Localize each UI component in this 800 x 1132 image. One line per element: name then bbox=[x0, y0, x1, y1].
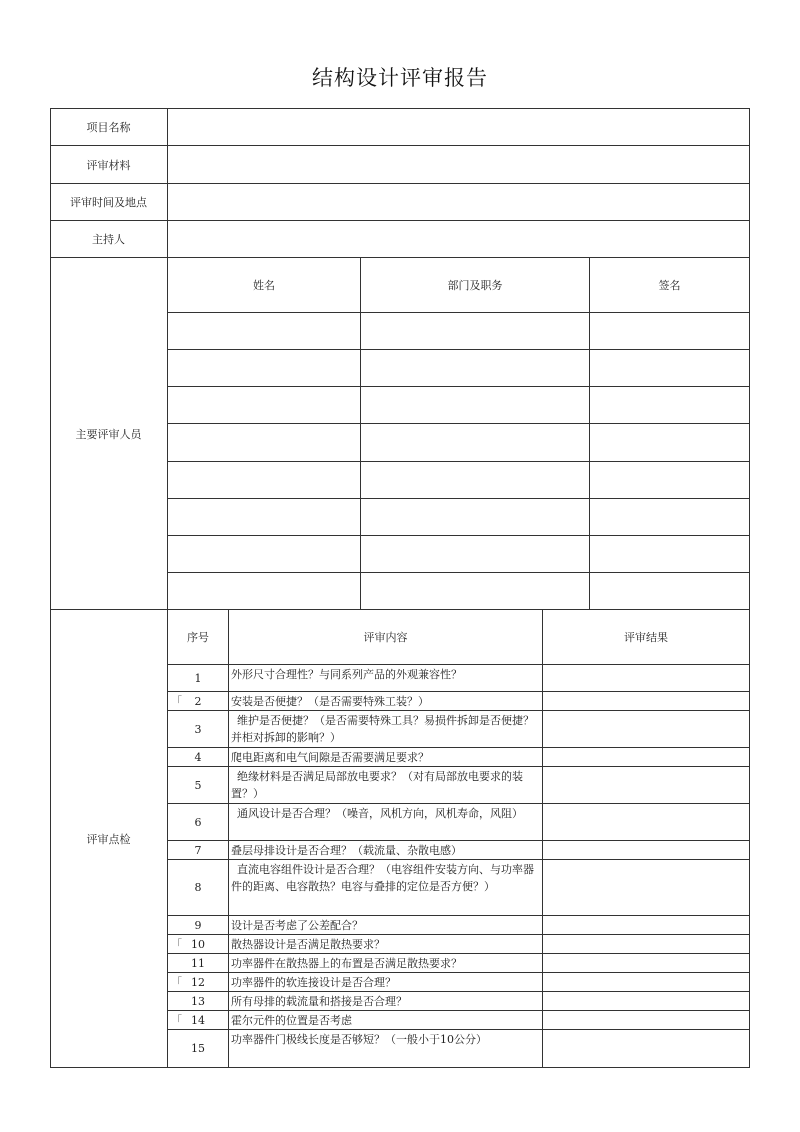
check-item-content: 叠层母排设计是否合理？（载流量、杂散电感） bbox=[229, 841, 543, 860]
check-item-result-cell[interactable] bbox=[543, 1011, 750, 1030]
check-item-content: 功率器件在散热器上的布置是否满足散热要求？ bbox=[229, 954, 543, 973]
reviewers-header-dept: 部门及职务 bbox=[361, 258, 590, 313]
reviewer-sign-cell[interactable] bbox=[590, 350, 750, 387]
check-item-result-cell[interactable] bbox=[543, 992, 750, 1011]
info-value-field[interactable] bbox=[168, 108, 750, 146]
reviewer-name-cell[interactable] bbox=[168, 536, 361, 573]
check-item-content: 霍尔元件的位置是否考虑 bbox=[229, 1011, 543, 1030]
reviewer-name-cell[interactable] bbox=[168, 313, 361, 350]
info-label: 评审材料 bbox=[50, 146, 168, 184]
checks-header-content: 评审内容 bbox=[229, 610, 543, 665]
info-value-field[interactable] bbox=[168, 184, 750, 221]
check-item-number: 11 bbox=[168, 954, 229, 973]
info-label: 项目名称 bbox=[50, 108, 168, 146]
check-item-content: 散热器设计是否满足散热要求？ bbox=[229, 935, 543, 954]
checks-header-seq: 序号 bbox=[168, 610, 229, 665]
check-item-number: 5 bbox=[168, 767, 229, 804]
check-item-result-cell[interactable] bbox=[543, 954, 750, 973]
check-item-number: 4 bbox=[168, 748, 229, 767]
bracket-mark: 「 bbox=[171, 695, 182, 708]
check-item-result-cell[interactable] bbox=[543, 916, 750, 935]
reviewer-sign-cell[interactable] bbox=[590, 462, 750, 499]
check-item-content: 直流电容组件设计是否合理？（电容组件安装方向、与功率器件的距离、电容散热？电容与叠排的定位是否方便？） bbox=[229, 860, 543, 916]
check-item-result-cell[interactable] bbox=[543, 1030, 750, 1068]
check-item-content: 功率器件的软连接设计是否合理？ bbox=[229, 973, 543, 992]
check-item-content: 外形尺寸合理性？与同系列产品的外观兼容性？ bbox=[229, 665, 543, 692]
reviewers-section-label: 主要评审人员 bbox=[50, 258, 168, 610]
reviewer-dept-cell[interactable] bbox=[361, 424, 590, 462]
check-item-content: 维护是否便捷？（是否需要特殊工具？易损件拆卸是否便捷？并柜对拆卸的影响？） bbox=[229, 711, 543, 748]
reviewers-header-sign: 签名 bbox=[590, 258, 750, 313]
check-item-number: 10 「 bbox=[168, 935, 229, 954]
reviewer-dept-cell[interactable] bbox=[361, 313, 590, 350]
check-item-number: 6 bbox=[168, 804, 229, 841]
check-item-result-cell[interactable] bbox=[543, 804, 750, 841]
checks-header-result: 评审结果 bbox=[543, 610, 750, 665]
check-item-result-cell[interactable] bbox=[543, 935, 750, 954]
check-item-number: 7 bbox=[168, 841, 229, 860]
reviewer-sign-cell[interactable] bbox=[590, 573, 750, 610]
check-item-result-cell[interactable] bbox=[543, 748, 750, 767]
reviewer-sign-cell[interactable] bbox=[590, 424, 750, 462]
check-item-number: 9 bbox=[168, 916, 229, 935]
info-value-field[interactable] bbox=[168, 221, 750, 258]
reviewer-dept-cell[interactable] bbox=[361, 573, 590, 610]
info-label: 主持人 bbox=[50, 221, 168, 258]
reviewer-dept-cell[interactable] bbox=[361, 350, 590, 387]
reviewer-name-cell[interactable] bbox=[168, 387, 361, 424]
check-item-number: 14 「 bbox=[168, 1011, 229, 1030]
reviewer-name-cell[interactable] bbox=[168, 573, 361, 610]
check-item-content: 所有母排的载流量和搭接是否合理？ bbox=[229, 992, 543, 1011]
page-title: 结构设计评审报告 bbox=[312, 66, 488, 90]
check-item-result-cell[interactable] bbox=[543, 767, 750, 804]
reviewer-dept-cell[interactable] bbox=[361, 462, 590, 499]
reviewer-name-cell[interactable] bbox=[168, 350, 361, 387]
check-item-number: 1 bbox=[168, 665, 229, 692]
check-item-number: 8 bbox=[168, 860, 229, 916]
info-label: 评审时间及地点 bbox=[50, 184, 168, 221]
reviewer-sign-cell[interactable] bbox=[590, 387, 750, 424]
reviewers-header-name: 姓名 bbox=[168, 258, 361, 313]
info-value-field[interactable] bbox=[168, 146, 750, 184]
check-item-number: 3 bbox=[168, 711, 229, 748]
reviewer-dept-cell[interactable] bbox=[361, 499, 590, 536]
check-item-content: 绝缘材料是否满足局部放电要求？（对有局部放电要求的装置？） bbox=[229, 767, 543, 804]
check-item-result-cell[interactable] bbox=[543, 711, 750, 748]
check-item-content: 功率器件门极线长度是否够短？（一般小于10公分） bbox=[229, 1030, 543, 1068]
check-item-content: 安装是否便捷？（是否需要特殊工装？） bbox=[229, 692, 543, 711]
reviewer-sign-cell[interactable] bbox=[590, 313, 750, 350]
check-item-number: 15 bbox=[168, 1030, 229, 1068]
check-item-number: 12 「 bbox=[168, 973, 229, 992]
bracket-mark: 「 bbox=[171, 938, 182, 951]
check-item-result-cell[interactable] bbox=[543, 692, 750, 711]
check-item-number: 13 bbox=[168, 992, 229, 1011]
check-item-content: 设计是否考虑了公差配合？ bbox=[229, 916, 543, 935]
reviewer-name-cell[interactable] bbox=[168, 462, 361, 499]
reviewer-name-cell[interactable] bbox=[168, 499, 361, 536]
check-item-content: 通风设计是否合理？（噪音，风机方向，风机寿命，风阻） bbox=[229, 804, 543, 841]
bracket-mark: 「 bbox=[171, 1014, 182, 1027]
reviewer-dept-cell[interactable] bbox=[361, 387, 590, 424]
check-item-result-cell[interactable] bbox=[543, 841, 750, 860]
check-item-result-cell[interactable] bbox=[543, 860, 750, 916]
reviewer-dept-cell[interactable] bbox=[361, 536, 590, 573]
checks-section-label: 评审点检 bbox=[50, 610, 168, 1068]
reviewer-sign-cell[interactable] bbox=[590, 536, 750, 573]
reviewer-name-cell[interactable] bbox=[168, 424, 361, 462]
bracket-mark: 「 bbox=[171, 976, 182, 989]
check-item-content: 爬电距离和电气间隙是否需要满足要求？ bbox=[229, 748, 543, 767]
check-item-result-cell[interactable] bbox=[543, 665, 750, 692]
check-item-result-cell[interactable] bbox=[543, 973, 750, 992]
check-item-number: 2 「 bbox=[168, 692, 229, 711]
reviewer-sign-cell[interactable] bbox=[590, 499, 750, 536]
